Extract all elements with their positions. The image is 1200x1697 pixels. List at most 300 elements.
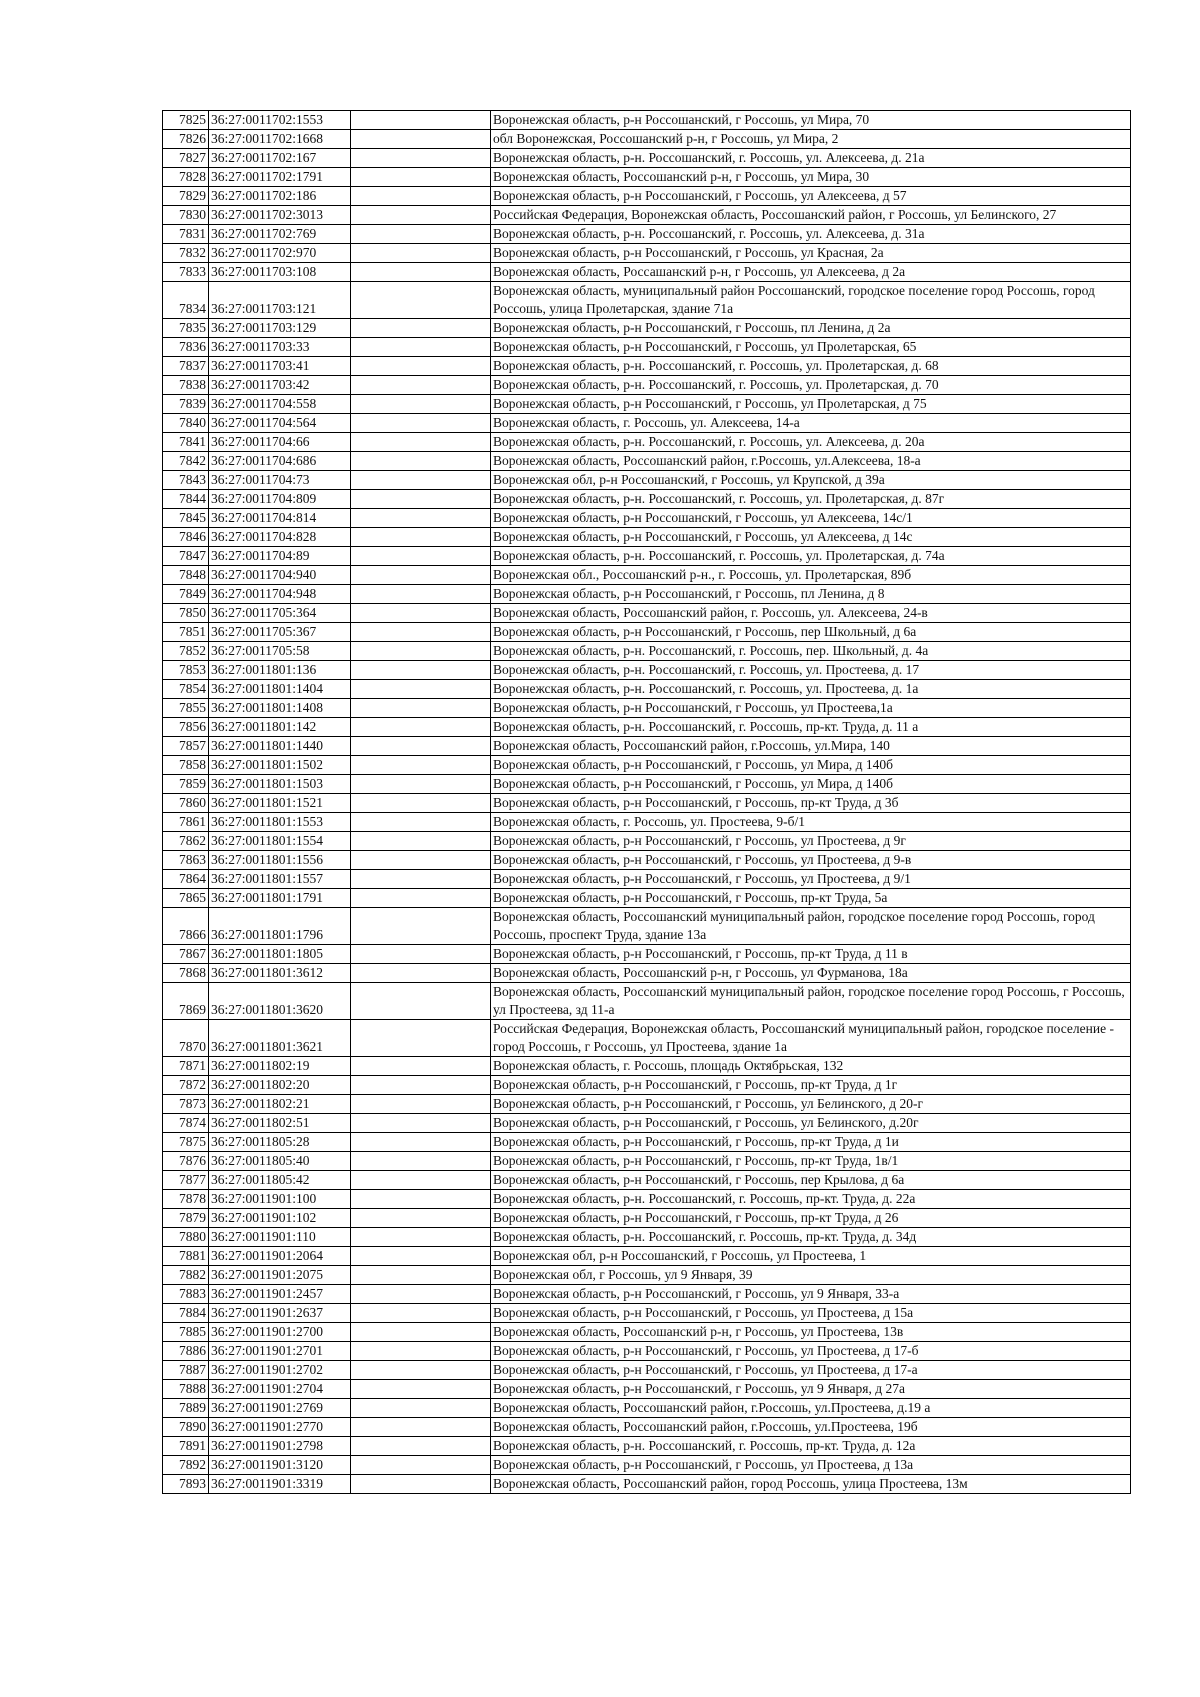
row-number-cell: 7887 <box>163 1361 209 1380</box>
table-row <box>163 1076 1131 1095</box>
row-number-cell: 7878 <box>163 1190 209 1209</box>
table-row <box>163 414 1131 433</box>
cadastral-number-cell: 36:27:0011901:3319 <box>209 1475 351 1494</box>
row-number-cell: 7886 <box>163 1342 209 1361</box>
address-cell: Воронежская область, Россашанский р-н, г Россошь, ул Алексеева, д 2а <box>491 263 1131 282</box>
cadastral-number-cell: 36:27:0011702:3013 <box>209 206 351 225</box>
address-cell: Воронежская область, р-н. Россошанский, г. Россошь, ул. Пролетарская, д. 74а <box>491 547 1131 566</box>
address-cell: Воронежская область, р-н Россошанский, г Россошь, ул Мира, 70 <box>491 111 1131 130</box>
address-cell: Воронежская область, Россошанский район, г. Россошь, ул. Алексеева, 24-в <box>491 604 1131 623</box>
row-number-cell: 7884 <box>163 1304 209 1323</box>
empty-cell <box>351 1418 491 1437</box>
cadastral-number-cell: 36:27:0011704:558 <box>209 395 351 414</box>
empty-cell <box>351 1323 491 1342</box>
empty-cell <box>351 604 491 623</box>
address-cell: Воронежская область, Россошанский р-н, г Россошь, ул Простеева, 13в <box>491 1323 1131 1342</box>
empty-cell <box>351 1361 491 1380</box>
row-number-cell: 7870 <box>163 1020 209 1057</box>
table-row <box>163 452 1131 471</box>
cadastral-number-cell: 36:27:0011704:809 <box>209 490 351 509</box>
table-row <box>163 282 1131 319</box>
row-number-cell: 7838 <box>163 376 209 395</box>
row-number-cell: 7877 <box>163 1171 209 1190</box>
table-row <box>163 889 1131 908</box>
empty-cell <box>351 775 491 794</box>
cadastral-number-cell: 36:27:0011901:2457 <box>209 1285 351 1304</box>
table-row <box>163 528 1131 547</box>
table-row <box>163 964 1131 983</box>
cadastral-number-cell: 36:27:0011801:1553 <box>209 813 351 832</box>
cadastral-number-cell: 36:27:0011901:2702 <box>209 1361 351 1380</box>
empty-cell <box>351 130 491 149</box>
row-number-cell: 7876 <box>163 1152 209 1171</box>
cadastral-number-cell: 36:27:0011703:108 <box>209 263 351 282</box>
address-cell: Воронежская область, р-н Россошанский, г Россошь, ул Простеева,1а <box>491 699 1131 718</box>
empty-cell <box>351 1095 491 1114</box>
row-number-cell: 7854 <box>163 680 209 699</box>
empty-cell <box>351 244 491 263</box>
table-row <box>163 1323 1131 1342</box>
cadastral-number-cell: 36:27:0011901:110 <box>209 1228 351 1247</box>
table-row <box>163 851 1131 870</box>
empty-cell <box>351 357 491 376</box>
cadastral-number-cell: 36:27:0011705:364 <box>209 604 351 623</box>
cadastral-number-cell: 36:27:0011704:66 <box>209 433 351 452</box>
cadastral-number-cell: 36:27:0011702:1791 <box>209 168 351 187</box>
row-number-cell: 7869 <box>163 983 209 1020</box>
address-cell: Воронежская область, р-н. Россошанский, г. Россошь, пр-кт. Труда, д. 22а <box>491 1190 1131 1209</box>
table-row <box>163 661 1131 680</box>
empty-cell <box>351 187 491 206</box>
address-cell: Воронежская область, р-н Россошанский, г Россошь, пл Ленина, д 8 <box>491 585 1131 604</box>
row-number-cell: 7858 <box>163 756 209 775</box>
cadastral-number-cell: 36:27:0011702:167 <box>209 149 351 168</box>
cadastral-number-cell: 36:27:0011901:2701 <box>209 1342 351 1361</box>
property-table <box>162 110 1131 1494</box>
row-number-cell: 7843 <box>163 471 209 490</box>
row-number-cell: 7828 <box>163 168 209 187</box>
address-cell: Воронежская область, г. Россошь, ул. Простеева, 9-б/1 <box>491 813 1131 832</box>
address-cell: Воронежская область, р-н Россошанский, г Россошь, пр-кт Труда, 1в/1 <box>491 1152 1131 1171</box>
empty-cell <box>351 168 491 187</box>
address-cell: Воронежская область, р-н Россошанский, г Россошь, пр-кт Труда, д 1г <box>491 1076 1131 1095</box>
table-row <box>163 604 1131 623</box>
cadastral-number-cell: 36:27:0011704:814 <box>209 509 351 528</box>
empty-cell <box>351 338 491 357</box>
address-cell: Воронежская область, р-н Россошанский, г Россошь, ул Простеева, д 13а <box>491 1456 1131 1475</box>
address-cell: Воронежская область, р-н Россошанский, г Россошь, пер Крылова, д 6а <box>491 1171 1131 1190</box>
empty-cell <box>351 623 491 642</box>
row-number-cell: 7875 <box>163 1133 209 1152</box>
table-row <box>163 244 1131 263</box>
table-row <box>163 1114 1131 1133</box>
table-row <box>163 149 1131 168</box>
table-row <box>163 1171 1131 1190</box>
table-row <box>163 319 1131 338</box>
table-row <box>163 1418 1131 1437</box>
table-row <box>163 642 1131 661</box>
address-cell: Воронежская область, р-н Россошанский, г Россошь, пр-кт Труда, д 26 <box>491 1209 1131 1228</box>
row-number-cell: 7885 <box>163 1323 209 1342</box>
table-row <box>163 509 1131 528</box>
cadastral-number-cell: 36:27:0011901:2769 <box>209 1399 351 1418</box>
table-row <box>163 1209 1131 1228</box>
address-cell: Воронежская область, р-н Россошанский, г Россошь, ул Мира, д 140б <box>491 775 1131 794</box>
empty-cell <box>351 1399 491 1418</box>
address-cell: Воронежская область, р-н Россошанский, г Россошь, ул Алексеева, д 57 <box>491 187 1131 206</box>
row-number-cell: 7857 <box>163 737 209 756</box>
empty-cell <box>351 206 491 225</box>
address-cell: Воронежская область, Россошанский район, г.Россошь, ул.Простеева, 19б <box>491 1418 1131 1437</box>
cadastral-number-cell: 36:27:0011901:2770 <box>209 1418 351 1437</box>
address-cell: Воронежская область, р-н Россошанский, г Россошь, ул Пролетарская, д 75 <box>491 395 1131 414</box>
address-cell: Воронежская область, р-н. Россошанский, г. Россошь, пер. Школьный, д. 4а <box>491 642 1131 661</box>
table-row <box>163 908 1131 945</box>
empty-cell <box>351 756 491 775</box>
table-row <box>163 168 1131 187</box>
address-cell: Воронежская область, р-н. Россошанский, г. Россошь, пр-кт. Труда, д. 12а <box>491 1437 1131 1456</box>
row-number-cell: 7825 <box>163 111 209 130</box>
table-row <box>163 1133 1131 1152</box>
cadastral-number-cell: 36:27:0011703:121 <box>209 282 351 319</box>
table-row <box>163 547 1131 566</box>
empty-cell <box>351 1247 491 1266</box>
address-cell: Воронежская область, р-н Россошанский, г Россошь, ул Пролетарская, 65 <box>491 338 1131 357</box>
cadastral-number-cell: 36:27:0011705:367 <box>209 623 351 642</box>
table-row <box>163 623 1131 642</box>
table-row <box>163 1057 1131 1076</box>
table-row <box>163 870 1131 889</box>
row-number-cell: 7866 <box>163 908 209 945</box>
cadastral-number-cell: 36:27:0011801:3620 <box>209 983 351 1020</box>
table-row <box>163 1190 1131 1209</box>
row-number-cell: 7841 <box>163 433 209 452</box>
row-number-cell: 7850 <box>163 604 209 623</box>
row-number-cell: 7862 <box>163 832 209 851</box>
table-row <box>163 1095 1131 1114</box>
row-number-cell: 7835 <box>163 319 209 338</box>
address-cell: Воронежская область, р-н Россошанский, г Россошь, пр-кт Труда, 5а <box>491 889 1131 908</box>
cadastral-number-cell: 36:27:0011703:129 <box>209 319 351 338</box>
address-cell: Воронежская область, р-н. Россошанский, г. Россошь, ул. Алексеева, д. 31а <box>491 225 1131 244</box>
table-row <box>163 1380 1131 1399</box>
address-cell: Воронежская область, р-н. Россошанский, г. Россошь, ул. Алексеева, д. 21а <box>491 149 1131 168</box>
empty-cell <box>351 319 491 338</box>
cadastral-number-cell: 36:27:0011802:20 <box>209 1076 351 1095</box>
row-number-cell: 7872 <box>163 1076 209 1095</box>
address-cell: Воронежская область, р-н. Россошанский, г. Россошь, ул. Пролетарская, д. 68 <box>491 357 1131 376</box>
table-row <box>163 699 1131 718</box>
address-cell: Воронежская область, р-н Россошанский, г Россошь, пл Ленина, д 2а <box>491 319 1131 338</box>
address-cell: Воронежская область, р-н. Россошанский, г. Россошь, пр-кт. Труда, д. 34д <box>491 1228 1131 1247</box>
empty-cell <box>351 832 491 851</box>
empty-cell <box>351 718 491 737</box>
address-cell: Воронежская область, р-н. Россошанский, г. Россошь, ул. Простеева, д. 17 <box>491 661 1131 680</box>
address-cell: Воронежская область, р-н Россошанский, г Россошь, ул Белинского, д.20г <box>491 1114 1131 1133</box>
row-number-cell: 7856 <box>163 718 209 737</box>
cadastral-number-cell: 36:27:0011801:1805 <box>209 945 351 964</box>
table-body <box>163 111 1131 1494</box>
table-row <box>163 756 1131 775</box>
cadastral-number-cell: 36:27:0011702:970 <box>209 244 351 263</box>
address-cell: Воронежская область, Россошанский р-н, г Россошь, ул Мира, 30 <box>491 168 1131 187</box>
cadastral-number-cell: 36:27:0011901:2064 <box>209 1247 351 1266</box>
row-number-cell: 7883 <box>163 1285 209 1304</box>
empty-cell <box>351 889 491 908</box>
address-cell: Воронежская область, р-н Россошанский, г Россошь, ул Алексеева, д 14с <box>491 528 1131 547</box>
cadastral-number-cell: 36:27:0011703:33 <box>209 338 351 357</box>
address-cell: Воронежская область, р-н. Россошанский, г. Россошь, ул. Пролетарская, д. 87г <box>491 490 1131 509</box>
empty-cell <box>351 661 491 680</box>
address-cell: Воронежская область, р-н Россошанский, г Россошь, ул Простеева, д 9-в <box>491 851 1131 870</box>
cadastral-number-cell: 36:27:0011801:1796 <box>209 908 351 945</box>
row-number-cell: 7834 <box>163 282 209 319</box>
cadastral-number-cell: 36:27:0011801:1556 <box>209 851 351 870</box>
cadastral-number-cell: 36:27:0011704:828 <box>209 528 351 547</box>
address-cell: Воронежская область, г. Россошь, площадь Октябрьская, 132 <box>491 1057 1131 1076</box>
row-number-cell: 7882 <box>163 1266 209 1285</box>
empty-cell <box>351 945 491 964</box>
table-row <box>163 433 1131 452</box>
cadastral-number-cell: 36:27:0011802:19 <box>209 1057 351 1076</box>
table-row <box>163 1475 1131 1494</box>
cadastral-number-cell: 36:27:0011901:2700 <box>209 1323 351 1342</box>
table-row <box>163 945 1131 964</box>
table-row <box>163 206 1131 225</box>
cadastral-number-cell: 36:27:0011801:1502 <box>209 756 351 775</box>
row-number-cell: 7863 <box>163 851 209 870</box>
row-number-cell: 7874 <box>163 1114 209 1133</box>
empty-cell <box>351 1152 491 1171</box>
address-cell: Воронежская область, Россошанский район, г.Россошь, ул.Алексеева, 18-а <box>491 452 1131 471</box>
address-cell: Воронежская область, р-н. Россошанский, г. Россошь, ул. Простеева, д. 1а <box>491 680 1131 699</box>
row-number-cell: 7847 <box>163 547 209 566</box>
cadastral-number-cell: 36:27:0011801:1554 <box>209 832 351 851</box>
address-cell: Воронежская область, р-н. Россошанский, г. Россошь, ул. Пролетарская, д. 70 <box>491 376 1131 395</box>
address-cell: Воронежская область, р-н Россошанский, г Россошь, пр-кт Труда, д 3б <box>491 794 1131 813</box>
address-cell: Воронежская область, р-н Россошанский, г Россошь, пр-кт Труда, д 1и <box>491 1133 1131 1152</box>
empty-cell <box>351 376 491 395</box>
empty-cell <box>351 1380 491 1399</box>
row-number-cell: 7861 <box>163 813 209 832</box>
empty-cell <box>351 642 491 661</box>
cadastral-number-cell: 36:27:0011801:1503 <box>209 775 351 794</box>
cadastral-number-cell: 36:27:0011801:1791 <box>209 889 351 908</box>
table-row <box>163 490 1131 509</box>
cadastral-number-cell: 36:27:0011901:3120 <box>209 1456 351 1475</box>
cadastral-number-cell: 36:27:0011801:142 <box>209 718 351 737</box>
row-number-cell: 7855 <box>163 699 209 718</box>
address-cell: Воронежская область, р-н. Россошанский, г. Россошь, ул. Алексеева, д. 20а <box>491 433 1131 452</box>
table-row <box>163 1285 1131 1304</box>
cadastral-number-cell: 36:27:0011901:2798 <box>209 1437 351 1456</box>
row-number-cell: 7893 <box>163 1475 209 1494</box>
table-row <box>163 1361 1131 1380</box>
empty-cell <box>351 1171 491 1190</box>
empty-cell <box>351 964 491 983</box>
empty-cell <box>351 1020 491 1057</box>
table-row <box>163 395 1131 414</box>
row-number-cell: 7839 <box>163 395 209 414</box>
address-cell: Воронежская область, р-н Россошанский, г Россошь, ул Простеева, д 17-б <box>491 1342 1131 1361</box>
row-number-cell: 7888 <box>163 1380 209 1399</box>
cadastral-number-cell: 36:27:0011801:3612 <box>209 964 351 983</box>
empty-cell <box>351 870 491 889</box>
cadastral-number-cell: 36:27:0011703:42 <box>209 376 351 395</box>
cadastral-number-cell: 36:27:0011702:1668 <box>209 130 351 149</box>
table-row <box>163 130 1131 149</box>
address-cell: Воронежская область, р-н Россошанский, г Россошь, ул Простеева, д 17-а <box>491 1361 1131 1380</box>
cadastral-number-cell: 36:27:0011802:21 <box>209 1095 351 1114</box>
empty-cell <box>351 908 491 945</box>
row-number-cell: 7851 <box>163 623 209 642</box>
address-cell: Воронежская область, Россошанский р-н, г Россошь, ул Фурманова, 18а <box>491 964 1131 983</box>
table-row <box>163 1342 1131 1361</box>
table-row <box>163 263 1131 282</box>
table-row <box>163 376 1131 395</box>
row-number-cell: 7832 <box>163 244 209 263</box>
address-cell: обл Воронежская, Россошанский р-н, г Россошь, ул Мира, 2 <box>491 130 1131 149</box>
empty-cell <box>351 794 491 813</box>
row-number-cell: 7873 <box>163 1095 209 1114</box>
cadastral-number-cell: 36:27:0011901:100 <box>209 1190 351 1209</box>
row-number-cell: 7830 <box>163 206 209 225</box>
empty-cell <box>351 1057 491 1076</box>
row-number-cell: 7853 <box>163 661 209 680</box>
empty-cell <box>351 1304 491 1323</box>
row-number-cell: 7844 <box>163 490 209 509</box>
address-cell: Воронежская область, р-н Россошанский, г Россошь, ул Мира, д 140б <box>491 756 1131 775</box>
empty-cell <box>351 680 491 699</box>
cadastral-number-cell: 36:27:0011901:2075 <box>209 1266 351 1285</box>
empty-cell <box>351 1266 491 1285</box>
empty-cell <box>351 566 491 585</box>
cadastral-number-cell: 36:27:0011704:73 <box>209 471 351 490</box>
table-row <box>163 813 1131 832</box>
empty-cell <box>351 433 491 452</box>
table-row <box>163 111 1131 130</box>
empty-cell <box>351 737 491 756</box>
table-row <box>163 737 1131 756</box>
empty-cell <box>351 490 491 509</box>
empty-cell <box>351 1114 491 1133</box>
address-cell: Воронежская область, Россошанский район, г.Россошь, ул.Мира, 140 <box>491 737 1131 756</box>
cadastral-number-cell: 36:27:0011704:940 <box>209 566 351 585</box>
cadastral-number-cell: 36:27:0011805:42 <box>209 1171 351 1190</box>
cadastral-number-cell: 36:27:0011703:41 <box>209 357 351 376</box>
address-cell: Воронежская область, р-н Россошанский, г Россошь, ул Белинского, д 20-г <box>491 1095 1131 1114</box>
row-number-cell: 7860 <box>163 794 209 813</box>
table-row <box>163 1456 1131 1475</box>
empty-cell <box>351 813 491 832</box>
row-number-cell: 7868 <box>163 964 209 983</box>
cadastral-number-cell: 36:27:0011801:136 <box>209 661 351 680</box>
address-cell: Воронежская область, Россошанский район, г.Россошь, ул.Простеева, д.19 а <box>491 1399 1131 1418</box>
address-cell: Воронежская область, г. Россошь, ул. Алексеева, 14-а <box>491 414 1131 433</box>
address-cell: Воронежская область, р-н. Россошанский, г. Россошь, пр-кт. Труда, д. 11 а <box>491 718 1131 737</box>
empty-cell <box>351 699 491 718</box>
row-number-cell: 7831 <box>163 225 209 244</box>
empty-cell <box>351 395 491 414</box>
address-cell: Воронежская область, Россошанский муниципальный район, городское поселение город Россошь, город Россошь, проспект Труда, здание 13а <box>491 908 1131 945</box>
address-cell: Воронежская область, р-н Россошанский, г Россошь, пер Школьный, д 6а <box>491 623 1131 642</box>
table-row <box>163 585 1131 604</box>
row-number-cell: 7826 <box>163 130 209 149</box>
row-number-cell: 7840 <box>163 414 209 433</box>
cadastral-number-cell: 36:27:0011901:102 <box>209 1209 351 1228</box>
empty-cell <box>351 414 491 433</box>
row-number-cell: 7880 <box>163 1228 209 1247</box>
row-number-cell: 7842 <box>163 452 209 471</box>
empty-cell <box>351 851 491 870</box>
cadastral-number-cell: 36:27:0011704:948 <box>209 585 351 604</box>
empty-cell <box>351 452 491 471</box>
address-cell: Воронежская обл, г Россошь, ул 9 Января, 39 <box>491 1266 1131 1285</box>
cadastral-number-cell: 36:27:0011802:51 <box>209 1114 351 1133</box>
cadastral-number-cell: 36:27:0011704:564 <box>209 414 351 433</box>
address-cell: Воронежская область, Россошанский район, город Россошь, улица Простеева, 13м <box>491 1475 1131 1494</box>
row-number-cell: 7829 <box>163 187 209 206</box>
table-row <box>163 983 1131 1020</box>
table-row <box>163 1266 1131 1285</box>
address-cell: Российская Федерация, Воронежская область, Россошанский муниципальный район, городское поселение - город Россошь, г Россошь, ул Простеева, здание 1а <box>491 1020 1131 1057</box>
table-row <box>163 338 1131 357</box>
empty-cell <box>351 282 491 319</box>
table-row <box>163 187 1131 206</box>
empty-cell <box>351 983 491 1020</box>
cadastral-number-cell: 36:27:0011704:686 <box>209 452 351 471</box>
empty-cell <box>351 509 491 528</box>
cadastral-number-cell: 36:27:0011801:1557 <box>209 870 351 889</box>
empty-cell <box>351 1456 491 1475</box>
cadastral-number-cell: 36:27:0011901:2637 <box>209 1304 351 1323</box>
row-number-cell: 7845 <box>163 509 209 528</box>
cadastral-number-cell: 36:27:0011704:89 <box>209 547 351 566</box>
table-row <box>163 832 1131 851</box>
address-cell: Воронежская область, муниципальный район Россошанский, городское поселение город Россошь, город Россошь, улица Пролетарская, здание 71а <box>491 282 1131 319</box>
cadastral-number-cell: 36:27:0011805:40 <box>209 1152 351 1171</box>
row-number-cell: 7865 <box>163 889 209 908</box>
row-number-cell: 7833 <box>163 263 209 282</box>
empty-cell <box>351 149 491 168</box>
cadastral-number-cell: 36:27:0011702:769 <box>209 225 351 244</box>
address-cell: Воронежская обл., Россошанский р-н., г. Россошь, ул. Пролетарская, 89б <box>491 566 1131 585</box>
empty-cell <box>351 1437 491 1456</box>
table-row <box>163 718 1131 737</box>
address-cell: Воронежская область, р-н Россошанский, г Россошь, ул Простеева, д 9г <box>491 832 1131 851</box>
address-cell: Российская Федерация, Воронежская область, Россошанский район, г Россошь, ул Белинского, 27 <box>491 206 1131 225</box>
row-number-cell: 7848 <box>163 566 209 585</box>
row-number-cell: 7846 <box>163 528 209 547</box>
cadastral-number-cell: 36:27:0011801:1404 <box>209 680 351 699</box>
table-row <box>163 775 1131 794</box>
cadastral-number-cell: 36:27:0011805:28 <box>209 1133 351 1152</box>
empty-cell <box>351 471 491 490</box>
empty-cell <box>351 1285 491 1304</box>
empty-cell <box>351 225 491 244</box>
row-number-cell: 7864 <box>163 870 209 889</box>
address-cell: Воронежская обл, р-н Россошанский, г Россошь, ул Простеева, 1 <box>491 1247 1131 1266</box>
row-number-cell: 7836 <box>163 338 209 357</box>
empty-cell <box>351 1342 491 1361</box>
address-cell: Воронежская область, р-н Россошанский, г Россошь, ул 9 Января, д 27а <box>491 1380 1131 1399</box>
row-number-cell: 7852 <box>163 642 209 661</box>
table-row <box>163 566 1131 585</box>
address-cell: Воронежская область, Россошанский муниципальный район, городское поселение город Россошь, г Россошь, ул Простеева, зд 11-а <box>491 983 1131 1020</box>
empty-cell <box>351 585 491 604</box>
cadastral-number-cell: 36:27:0011901:2704 <box>209 1380 351 1399</box>
table-row <box>163 1228 1131 1247</box>
